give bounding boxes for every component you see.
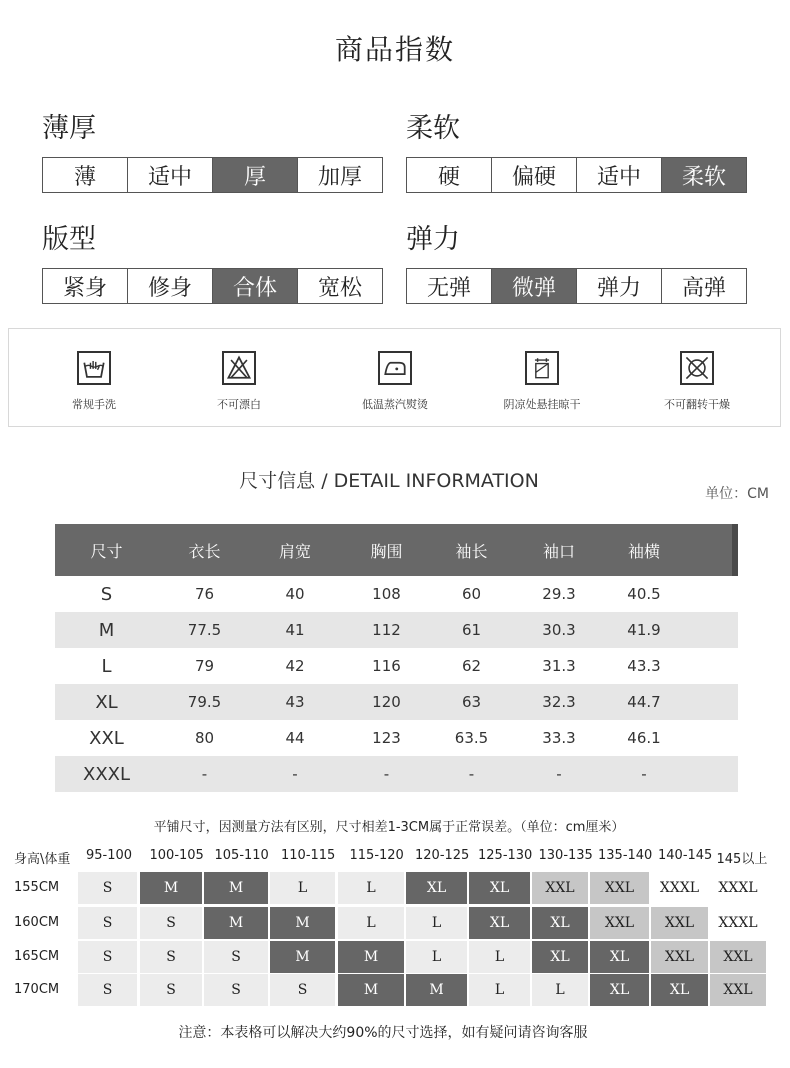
table-cell: 29.3 bbox=[542, 585, 576, 603]
recommend-row bbox=[10, 872, 780, 904]
detail-title: 尺寸信息 / DETAIL INFORMATION bbox=[239, 470, 539, 492]
recommend-cell: XXXL bbox=[651, 872, 708, 904]
recommend-cell: S bbox=[78, 907, 137, 939]
care-label: 不可漂白 bbox=[217, 398, 261, 411]
index-option: 薄 bbox=[73, 164, 96, 190]
table-row bbox=[55, 576, 738, 612]
table-cell: - bbox=[201, 765, 208, 783]
index-option: 适中 bbox=[576, 158, 661, 192]
recommend-cell: XXL bbox=[590, 907, 649, 939]
table-cell: 61 bbox=[461, 621, 482, 639]
index-scale bbox=[406, 157, 747, 193]
table-cell: 116 bbox=[372, 657, 401, 675]
recommend-cell: XL bbox=[590, 941, 649, 973]
care-item bbox=[179, 351, 299, 412]
recommend-cell: S bbox=[204, 941, 268, 973]
table-cell: 40 bbox=[285, 585, 305, 603]
index-elasticity bbox=[406, 222, 747, 304]
index-option: 硬 bbox=[437, 164, 460, 190]
header-cell: 尺寸 bbox=[90, 541, 123, 561]
recommend-cell: L bbox=[532, 974, 588, 1006]
table-cell: - bbox=[468, 765, 475, 783]
table-cell: 76 bbox=[194, 585, 215, 603]
recommend-cell: S bbox=[204, 974, 268, 1006]
recommend-cell: M bbox=[338, 974, 404, 1006]
table-cell: - bbox=[292, 765, 298, 783]
recommend-cell: XL bbox=[532, 907, 588, 939]
weight-label: 125-130 bbox=[478, 848, 533, 863]
recommend-cell: L bbox=[469, 974, 530, 1006]
height-label: 170CM bbox=[14, 982, 60, 997]
recommend-cell: M bbox=[338, 941, 404, 973]
index-option: 适中 bbox=[127, 158, 212, 192]
table-cell: 63.5 bbox=[454, 729, 489, 747]
recommend-cell: XXL bbox=[710, 974, 766, 1006]
weight-label: 130-135 bbox=[538, 848, 593, 863]
weight-label: 120-125 bbox=[415, 848, 470, 863]
table-cell: 31.3 bbox=[542, 657, 576, 675]
index-option: 偏硬 bbox=[491, 158, 576, 192]
table-cell: 62 bbox=[461, 657, 482, 675]
table-cell: 33.3 bbox=[542, 729, 576, 747]
size-table bbox=[55, 524, 738, 792]
recommend-cell: L bbox=[338, 872, 404, 904]
recommend-cell: M bbox=[270, 941, 335, 973]
index-scale bbox=[42, 268, 383, 304]
height-label: 155CM bbox=[14, 880, 60, 895]
table-cell: 40.5 bbox=[627, 585, 661, 603]
height-label: 160CM bbox=[14, 915, 60, 930]
weight-label: 135-140 bbox=[598, 848, 653, 863]
recommend-corner: 身高\体重 bbox=[14, 852, 71, 867]
table-cell: XL bbox=[95, 691, 118, 713]
index-option: 加厚 bbox=[297, 158, 382, 192]
table-cell: L bbox=[101, 655, 112, 677]
table-cell: 77.5 bbox=[187, 621, 222, 639]
measurement-note: 平铺尺寸，因测量方法有区别，尺寸相差1-3CM属于正常误差。（单位：cm厘米） bbox=[153, 820, 625, 835]
recommend-cell: XXL bbox=[651, 941, 708, 973]
index-option: 合体 bbox=[212, 269, 297, 303]
table-cell: 46.1 bbox=[627, 729, 661, 747]
weight-label: 140-145 bbox=[658, 848, 713, 863]
index-option: 修身 bbox=[127, 269, 212, 303]
care-item bbox=[637, 351, 757, 412]
table-row bbox=[55, 612, 738, 648]
weight-label: 100-105 bbox=[149, 848, 204, 863]
care-item bbox=[335, 351, 455, 412]
index-scale bbox=[42, 157, 383, 193]
recommend-cell: S bbox=[78, 974, 137, 1006]
table-row bbox=[55, 756, 738, 792]
care-instructions bbox=[8, 328, 781, 427]
recommend-row bbox=[10, 974, 780, 1006]
shade-hang-dry-icon bbox=[525, 351, 559, 385]
recommend-cell: XL bbox=[469, 907, 530, 939]
height-label: 165CM bbox=[14, 949, 60, 964]
care-label: 阴凉处悬挂晾干 bbox=[503, 398, 581, 411]
table-cell: 108 bbox=[372, 585, 401, 603]
care-label: 不可翻转干燥 bbox=[664, 398, 730, 411]
table-cell: - bbox=[556, 765, 562, 783]
table-cell: 42 bbox=[285, 657, 305, 675]
care-label: 常规手洗 bbox=[72, 398, 116, 411]
weight-label: 95-100 bbox=[86, 848, 133, 863]
table-cell: 60 bbox=[461, 585, 482, 603]
index-label: 弹力 bbox=[406, 224, 460, 255]
table-cell: 79.5 bbox=[187, 693, 222, 711]
recommend-cell: M bbox=[406, 974, 467, 1006]
table-cell: 41 bbox=[285, 621, 305, 639]
recommend-cell: S bbox=[140, 907, 202, 939]
recommend-cell: XXL bbox=[532, 872, 588, 904]
recommend-cell: XL bbox=[406, 872, 467, 904]
index-option: 高弹 bbox=[661, 269, 746, 303]
table-cell: 79 bbox=[194, 657, 215, 675]
index-thickness bbox=[42, 111, 383, 193]
care-item bbox=[482, 351, 602, 412]
table-cell: 123 bbox=[372, 729, 401, 747]
recommend-cell: XXXL bbox=[710, 872, 766, 904]
header-cell: 袖横 bbox=[627, 541, 660, 561]
table-row bbox=[55, 648, 738, 684]
table-cell: XXL bbox=[89, 727, 124, 749]
low-temp-steam-iron-icon bbox=[378, 351, 412, 385]
recommend-cell: XL bbox=[651, 974, 708, 1006]
header-cell: 袖长 bbox=[455, 541, 488, 561]
unit-label: 单位：CM bbox=[705, 486, 769, 502]
index-label: 柔软 bbox=[406, 113, 460, 144]
care-label: 低温蒸汽熨烫 bbox=[362, 398, 428, 411]
table-cell: XXXL bbox=[82, 763, 131, 785]
recommend-cell: XXL bbox=[651, 907, 708, 939]
table-cell: 44.7 bbox=[627, 693, 661, 711]
recommend-cell: L bbox=[469, 941, 530, 973]
bottom-note: 注意：本表格可以解决大约90%的尺寸选择，如有疑问请咨询客服 bbox=[178, 1025, 588, 1041]
recommend-cell: XXL bbox=[590, 872, 649, 904]
table-cell: 32.3 bbox=[542, 693, 576, 711]
index-option: 紧身 bbox=[62, 275, 107, 301]
header-cell: 袖口 bbox=[542, 541, 575, 561]
recommend-row bbox=[10, 907, 780, 939]
table-cell: - bbox=[641, 765, 647, 783]
index-scale bbox=[406, 268, 747, 304]
weight-label: 110-115 bbox=[281, 848, 336, 863]
recommend-cell: L bbox=[338, 907, 404, 939]
recommend-cell: L bbox=[406, 941, 467, 973]
recommend-cell: S bbox=[140, 974, 202, 1006]
recommend-cell: XL bbox=[469, 872, 530, 904]
recommend-cell: S bbox=[140, 941, 202, 973]
index-option: 柔软 bbox=[661, 158, 746, 192]
table-row bbox=[55, 720, 738, 756]
table-cell: 63 bbox=[461, 693, 482, 711]
index-option: 弹力 bbox=[576, 269, 661, 303]
index-option: 无弹 bbox=[426, 275, 471, 301]
index-option: 微弹 bbox=[491, 269, 576, 303]
index-softness bbox=[406, 111, 747, 193]
recommend-cell: M bbox=[140, 872, 202, 904]
recommend-cell: L bbox=[406, 907, 467, 939]
no-tumble-dry-icon bbox=[680, 351, 714, 385]
index-fit bbox=[42, 222, 383, 304]
index-option: 宽松 bbox=[297, 269, 382, 303]
table-cell: S bbox=[100, 583, 113, 605]
recommend-cell: L bbox=[270, 872, 335, 904]
index-label: 版型 bbox=[42, 224, 96, 255]
table-cell: 112 bbox=[372, 621, 401, 639]
care-item bbox=[34, 351, 154, 412]
header-cell: 胸围 bbox=[370, 541, 403, 561]
recommend-cell: XXL bbox=[710, 941, 766, 973]
table-cell: 120 bbox=[372, 693, 401, 711]
size-table-header bbox=[55, 524, 738, 576]
recommend-cell: S bbox=[78, 872, 137, 904]
recommend-cell: M bbox=[204, 907, 268, 939]
recommend-cell: XL bbox=[532, 941, 588, 973]
recommend-cell: S bbox=[270, 974, 335, 1006]
table-cell: 43.3 bbox=[627, 657, 661, 675]
weight-label: 115-120 bbox=[349, 848, 404, 863]
recommend-cell: M bbox=[204, 872, 268, 904]
table-cell: 43 bbox=[285, 693, 305, 711]
recommend-cell: XXXL bbox=[710, 907, 766, 939]
recommend-cell: M bbox=[270, 907, 335, 939]
table-row bbox=[55, 684, 738, 720]
table-cell: M bbox=[98, 619, 115, 641]
index-option: 厚 bbox=[212, 158, 297, 192]
hand-wash-icon bbox=[77, 351, 111, 385]
header-cell: 衣长 bbox=[188, 541, 221, 561]
table-cell: 30.3 bbox=[542, 621, 576, 639]
table-cell: - bbox=[383, 765, 390, 783]
table-cell: 41.9 bbox=[627, 621, 661, 639]
table-cell: 80 bbox=[194, 729, 215, 747]
no-bleach-icon bbox=[222, 351, 256, 385]
recommend-cell: XL bbox=[590, 974, 649, 1006]
weight-label: 145以上 bbox=[716, 852, 768, 867]
header-cell: 肩宽 bbox=[278, 541, 311, 561]
weight-label: 105-110 bbox=[214, 848, 269, 863]
index-label: 薄厚 bbox=[42, 113, 96, 144]
recommend-row bbox=[10, 941, 780, 973]
page-title: 商品指数 bbox=[334, 33, 455, 66]
recommend-cell: S bbox=[78, 941, 137, 973]
table-cell: 44 bbox=[285, 729, 305, 747]
